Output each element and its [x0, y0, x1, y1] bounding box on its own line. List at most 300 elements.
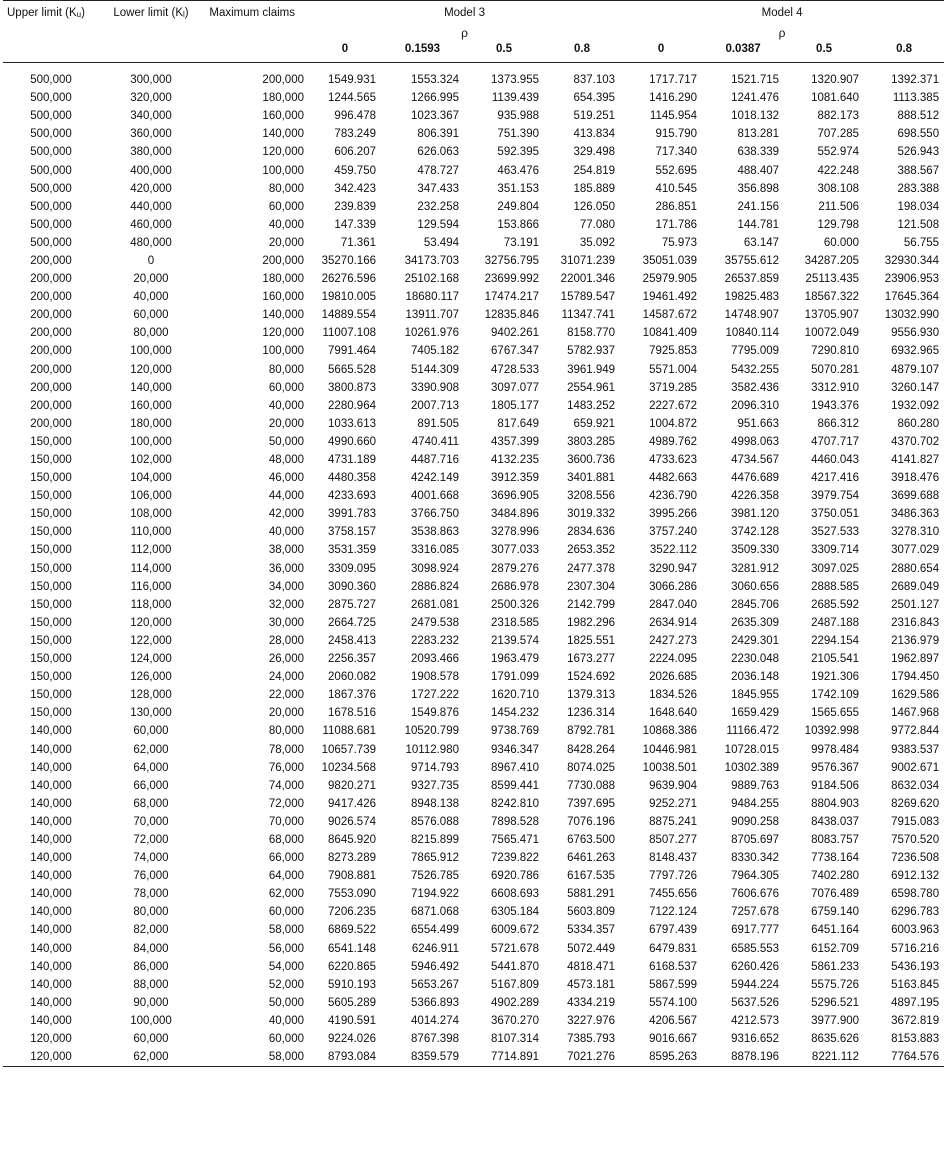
model4-rho1-cell: 3981.120 [731, 508, 780, 521]
model4-rho3-cell: 7570.520 [891, 833, 940, 846]
model4-rho0-cell: 8148.437 [649, 852, 698, 865]
model3-rho1-cell: 1023.367 [411, 110, 459, 123]
model3-rho2-cell: 6009.672 [491, 924, 539, 937]
model3-rho0-cell: 7908.881 [328, 870, 376, 883]
maximum-claims-cell: 40,000 [268, 218, 304, 231]
model4-rho3-cell: 198.034 [897, 200, 940, 213]
maximum-claims-header: Maximum claims [209, 7, 295, 19]
model3-rho1-cell: 9714.793 [411, 761, 459, 774]
model3-rho0-cell: 7206.235 [328, 906, 376, 919]
model3-rho0-cell: 11007.108 [322, 327, 376, 340]
model3-rho1-cell: 5653.267 [411, 978, 459, 991]
model3-rho2-cell: 3077.033 [491, 544, 539, 557]
model4-rho2-cell: 8221.112 [811, 1051, 860, 1064]
model4-rho3-cell: 8632.034 [891, 779, 940, 792]
model4-rho1-cell: 2429.301 [731, 634, 780, 647]
table-row [3, 831, 944, 849]
lower-limit-cell: 68,000 [133, 797, 169, 810]
model3-rho1-cell: 4014.274 [411, 1014, 459, 1027]
table-row [3, 487, 944, 505]
model4-rho2-cell: 1565.655 [811, 707, 860, 720]
maximum-claims-cell: 60,000 [268, 381, 304, 394]
model4-rho0-cell: 75.973 [661, 236, 698, 249]
upper-limit-cell: 500,000 [30, 146, 72, 159]
model3-rho2-cell: 1791.099 [491, 671, 539, 684]
model3-rho2-cell: 6305.184 [491, 906, 539, 919]
model4-rho1-cell: 2635.309 [731, 616, 780, 629]
model3-rho1-cell: 3390.908 [411, 381, 459, 394]
model4-rho3-cell: 4370.702 [891, 435, 940, 448]
model3-rho3-cell: 3961.949 [567, 363, 616, 376]
model4-rho2-cell: 211.506 [818, 200, 860, 213]
model4-rho2-cell: 6759.140 [811, 906, 860, 919]
model4-rho0-cell: 5574.100 [649, 996, 698, 1009]
table-row [3, 161, 944, 179]
upper-limit-cell: 140,000 [30, 725, 72, 738]
model3-rho1-cell: 6554.499 [411, 924, 459, 937]
table-row [3, 415, 944, 433]
upper-limit-cell: 140,000 [30, 1014, 72, 1027]
model3-rho2-cell: 6767.347 [491, 345, 539, 358]
upper-limit-cell: 150,000 [30, 490, 72, 503]
model3-rho1-cell: 53.494 [423, 236, 459, 249]
model4-rho2-cell: 129.798 [817, 218, 860, 231]
model3-rho1-cell: 1727.222 [411, 689, 459, 702]
upper-limit-cell: 500,000 [30, 182, 72, 195]
model3-rho3-cell: 1524.692 [567, 671, 616, 684]
table-row [3, 958, 944, 976]
model4-rho1-cell: 1521.715 [731, 74, 780, 87]
table-row [3, 89, 944, 107]
model3-rho3-cell: 1982.296 [567, 616, 616, 629]
model3-rho1-cell: 1266.995 [411, 92, 459, 105]
table-row [3, 252, 944, 270]
model4-rho3-cell: 3672.819 [891, 1014, 940, 1027]
model4-rho1-cell: 14748.907 [724, 309, 780, 322]
upper-limit-cell: 500,000 [30, 236, 72, 249]
lower-limit-cell: 90,000 [133, 996, 169, 1009]
model3-rho1-cell: 2886.824 [411, 580, 459, 593]
model3-rho0-cell: 5605.289 [328, 996, 376, 1009]
model3-rho3-cell: 8074.025 [567, 761, 616, 774]
model3-rho3-cell: 7076.196 [567, 815, 616, 828]
model4-rho3-cell: 1113.385 [892, 92, 940, 105]
model4-rho1-cell: 2845.706 [731, 598, 780, 611]
table-row [3, 324, 944, 342]
model3-rho3-cell: 3803.285 [567, 435, 616, 448]
table-row [3, 740, 944, 758]
lower-limit-cell: 480,000 [130, 236, 172, 249]
model3-rho1-cell: 7865.912 [411, 852, 459, 865]
lower-limit-cell: 60,000 [133, 725, 169, 738]
upper-limit-cell: 140,000 [30, 906, 72, 919]
upper-limit-cell: 120,000 [30, 1033, 72, 1046]
lower-limit-cell: 80,000 [133, 906, 169, 919]
upper-limit-cell: 140,000 [30, 779, 72, 792]
model3-rho0-cell: 8645.920 [328, 833, 376, 846]
maximum-claims-cell: 42,000 [268, 508, 304, 521]
model3-rho3-cell: 5881.291 [567, 888, 616, 901]
lower-limit-cell: 340,000 [130, 110, 172, 123]
lower-limit-cell: 66,000 [133, 779, 169, 792]
table-row [3, 63, 944, 90]
model3-rho1-cell: 4242.149 [411, 472, 459, 485]
lower-limit-cell: 112,000 [130, 544, 172, 557]
model4-rho3-cell: 6932.965 [891, 345, 940, 358]
upper-limit-cell: 140,000 [30, 924, 72, 937]
upper-limit-cell: 500,000 [30, 218, 72, 231]
model4-rho3-cell: 388.567 [897, 164, 940, 177]
model4-rho1-cell: 9889.763 [731, 779, 780, 792]
model4-rho1-cell: 2096.310 [731, 399, 780, 412]
table-row [3, 288, 944, 306]
model4-rho0-cell: 7797.726 [649, 870, 698, 883]
model3-rho3-cell: 2653.352 [567, 544, 616, 557]
table-row [3, 704, 944, 722]
model3-rho0-cell: 71.361 [340, 236, 376, 249]
table-row [3, 433, 944, 451]
model4-rho3-cell: 32930.344 [884, 254, 940, 267]
upper-limit-cell: 500,000 [30, 200, 72, 213]
model4-rho0-cell: 1834.526 [649, 689, 698, 702]
maximum-claims-cell: 50,000 [268, 996, 304, 1009]
model3-rho2-cell: 5167.809 [491, 978, 539, 991]
lower-limit-cell: 122,000 [130, 634, 172, 647]
model4-rho2-cell: 25113.435 [805, 273, 860, 286]
model3-rho2-cell: 4902.289 [491, 996, 539, 1009]
model3-rho3-cell: 3227.976 [567, 1014, 616, 1027]
model3-rho2-cell: 8967.410 [491, 761, 539, 774]
model3-rho1-cell: 8948.138 [411, 797, 459, 810]
model4-rho2-cell: 1921.306 [811, 671, 860, 684]
model4-rho1-cell: 7257.678 [731, 906, 780, 919]
upper-limit-cell: 150,000 [30, 526, 72, 539]
model4-rho1-cell: 7795.009 [731, 345, 780, 358]
model4-rho1-cell: 2036.148 [731, 671, 780, 684]
table-row [3, 994, 944, 1012]
table-row [3, 632, 944, 650]
maximum-claims-cell: 44,000 [268, 490, 304, 503]
model3-rho3-cell: 1673.277 [567, 653, 616, 666]
model3-rho2-cell: 2318.585 [491, 616, 539, 629]
lower-limit-cell: 82,000 [133, 924, 169, 937]
model4-rho2-cell: 1320.907 [811, 74, 860, 87]
maximum-claims-cell: 200,000 [262, 254, 304, 267]
model3-rho2-cell: 6920.786 [491, 870, 539, 883]
model4-rho3-cell: 698.550 [897, 128, 940, 141]
model4-rho2-cell: 1742.109 [811, 689, 860, 702]
table-row [3, 813, 944, 831]
model3-rho0-cell: 4233.693 [328, 490, 376, 503]
lower-limit-cell: 118,000 [130, 598, 172, 611]
model4-rho1-cell: 8330.342 [731, 852, 780, 865]
table-row [3, 143, 944, 161]
model3-rho2-cell: 9346.347 [491, 743, 539, 756]
lower-limit-cell: 360,000 [130, 128, 172, 141]
model4-rho2-cell: 7076.489 [811, 888, 860, 901]
model3-rho3-cell: 1483.252 [567, 399, 616, 412]
model3-rho3-cell: 6461.263 [567, 852, 616, 865]
model3-rho3-cell: 1236.314 [567, 707, 616, 720]
lower-limit-cell: 62,000 [133, 1051, 169, 1064]
model3-rho2-cell: 3696.905 [491, 490, 539, 503]
upper-limit-cell: 140,000 [30, 978, 72, 991]
table-row [3, 885, 944, 903]
model3-rho1-cell: 1553.324 [411, 74, 459, 87]
model3-rho1-cell: 10112.980 [405, 743, 459, 756]
model4-rho1-cell: 35755.612 [724, 254, 780, 267]
model4-rho1-cell: 5637.526 [731, 996, 780, 1009]
model3-rho-col: 0.1593 [381, 40, 464, 63]
model3-rho3-cell: 254.819 [573, 164, 616, 177]
model4-rho3-cell: 6598.780 [891, 888, 940, 901]
model3-rho2-cell: 2139.574 [491, 634, 539, 647]
model4-rho0-cell: 1416.290 [649, 92, 698, 105]
upper-limit-cell: 120,000 [30, 1051, 72, 1064]
upper-limit-cell: 150,000 [30, 454, 72, 467]
model3-rho2-cell: 7898.528 [491, 815, 539, 828]
model4-rho3-cell: 860.280 [897, 417, 940, 430]
model4-rho2-cell: 8083.757 [811, 833, 860, 846]
model3-rho2-cell: 592.395 [497, 146, 539, 159]
model4-rho0-cell: 6479.831 [649, 942, 698, 955]
table-row [3, 342, 944, 360]
model3-rho3-cell: 3600.736 [567, 454, 616, 467]
lower-limit-header: Lower limit (Kl) [113, 7, 189, 19]
model4-rho3-cell: 3077.029 [891, 544, 940, 557]
maximum-claims-cell: 40,000 [268, 399, 304, 412]
maximum-claims-cell: 160,000 [262, 291, 304, 304]
upper-limit-cell: 140,000 [30, 888, 72, 901]
model4-rho0-cell: 2847.040 [649, 598, 698, 611]
lower-limit-cell: 380,000 [130, 146, 172, 159]
model4-rho2-cell: 4707.717 [811, 435, 860, 448]
maximum-claims-cell: 20,000 [268, 707, 304, 720]
upper-limit-cell: 200,000 [30, 399, 72, 412]
model4-rho3-cell: 9556.930 [891, 327, 940, 340]
model3-rho0-cell: 147.339 [334, 218, 376, 231]
model4-rho3-cell: 56.755 [903, 236, 940, 249]
model4-rho2-cell: 2487.188 [811, 616, 860, 629]
model4-rho1-cell: 10728.015 [724, 743, 780, 756]
model4-rho1-cell: 8878.196 [731, 1051, 780, 1064]
model4-rho0-cell: 10446.981 [642, 743, 698, 756]
model4-rho0-cell: 2634.914 [649, 616, 698, 629]
model4-rho3-cell: 1932.092 [891, 399, 940, 412]
model3-rho3-cell: 8428.264 [567, 743, 616, 756]
model3-rho2-cell: 8599.441 [491, 779, 539, 792]
model3-rho3-cell: 22001.346 [560, 273, 616, 286]
upper-limit-cell: 500,000 [30, 92, 72, 105]
model3-rho3-cell: 2142.799 [567, 598, 616, 611]
maximum-claims-cell: 50,000 [268, 435, 304, 448]
model3-rho1-cell: 2479.538 [411, 616, 459, 629]
upper-limit-cell: 140,000 [30, 797, 72, 810]
model4-rho3-cell: 1392.371 [891, 74, 940, 87]
model3-rho0-cell: 6869.522 [328, 924, 376, 937]
model3-rho2-cell: 4728.533 [491, 363, 539, 376]
model4-rho1-cell: 9316.652 [731, 1033, 780, 1046]
model4-rho2-cell: 3977.900 [811, 1014, 860, 1027]
model3-rho2-cell: 463.476 [497, 164, 539, 177]
model4-rho2-cell: 10392.998 [804, 725, 860, 738]
model4-rho3-cell: 17645.364 [884, 291, 940, 304]
table-row [3, 722, 944, 740]
model3-rho3-cell: 2554.961 [567, 381, 616, 394]
model4-rho1-cell: 3509.330 [731, 544, 780, 557]
upper-limit-cell: 150,000 [30, 598, 72, 611]
lower-limit-cell: 124,000 [130, 653, 172, 666]
model3-rho0-cell: 9820.271 [328, 779, 376, 792]
model4-rho3-cell: 13032.990 [884, 309, 940, 322]
lower-limit-cell: 20,000 [133, 273, 169, 286]
model4-rho0-cell: 4989.762 [649, 435, 698, 448]
model3-rho2-cell: 1805.177 [491, 399, 539, 412]
model4-rho3-cell: 5163.845 [891, 978, 940, 991]
model3-rho2-cell: 8242.810 [491, 797, 539, 810]
model4-rho3-cell: 888.512 [897, 110, 940, 123]
model4-rho0-cell: 1648.640 [649, 707, 698, 720]
model4-rho2-cell: 4460.043 [811, 454, 860, 467]
upper-limit-cell: 500,000 [30, 128, 72, 141]
model3-rho2-cell: 1373.955 [491, 74, 539, 87]
model4-rho2-cell: 2105.541 [811, 653, 860, 666]
model4-rho0-cell: 3522.112 [649, 544, 698, 557]
model3-rho2-cell: 5441.870 [491, 960, 539, 973]
upper-limit-cell: 140,000 [30, 852, 72, 865]
model3-rho3-cell: 7385.793 [567, 1033, 616, 1046]
maximum-claims-cell: 68,000 [268, 833, 304, 846]
lower-limit-cell: 86,000 [133, 960, 169, 973]
model3-rho0-cell: 3531.359 [328, 544, 376, 557]
table-body [3, 63, 944, 1067]
model4-rho-col: 0.8 [864, 40, 944, 63]
maximum-claims-cell: 36,000 [268, 562, 304, 575]
model3-rho0-cell: 606.207 [334, 146, 376, 159]
model3-rho2-cell: 32756.795 [484, 254, 539, 267]
model4-rho3-cell: 8269.620 [891, 797, 940, 810]
model4-rho0-cell: 19461.492 [642, 291, 698, 304]
model4-rho1-cell: 241.156 [737, 200, 780, 213]
model3-rho1-cell: 6871.068 [411, 906, 459, 919]
model3-rho2-cell: 6608.693 [491, 888, 539, 901]
model3-rho0-cell: 14889.554 [321, 309, 376, 322]
table-row [3, 451, 944, 469]
model4-rho2-cell: 866.312 [817, 417, 860, 430]
upper-limit-cell: 500,000 [30, 110, 72, 123]
model4-rho2-cell: 3750.051 [811, 508, 860, 521]
maximum-claims-cell: 180,000 [262, 273, 304, 286]
model4-rho0-cell: 25979.905 [642, 273, 698, 286]
model3-rho2-cell: 3912.359 [491, 472, 539, 485]
model4-rho0-cell: 2026.685 [649, 671, 698, 684]
model4-rho0-cell: 1004.872 [649, 417, 698, 430]
model4-rho1-cell: 2230.048 [731, 653, 780, 666]
model4-rho0-cell: 4206.567 [649, 1014, 698, 1027]
table-row [3, 686, 944, 704]
table-row [3, 216, 944, 234]
model4-rho0-cell: 1717.717 [649, 74, 698, 87]
model3-rho2-cell: 249.804 [497, 200, 539, 213]
model4-rho0-cell: 5571.004 [649, 363, 698, 376]
model3-rho0-cell: 783.249 [334, 128, 376, 141]
model3-rho2-cell: 2879.276 [491, 562, 539, 575]
model3-rho3-cell: 519.251 [573, 110, 616, 123]
model3-rho1-cell: 2283.232 [411, 634, 459, 647]
model3-rho0-cell: 7553.090 [328, 888, 376, 901]
model4-rho0-cell: 4733.623 [649, 454, 698, 467]
model3-rho2-cell: 817.649 [497, 417, 539, 430]
model4-rho2-cell: 308.108 [817, 182, 860, 195]
table-row [3, 234, 944, 252]
table-row [3, 976, 944, 994]
model3-rho0-cell: 4731.189 [328, 454, 376, 467]
model3-rho0-cell: 10234.568 [321, 761, 376, 774]
model4-rho3-cell: 1467.968 [891, 707, 940, 720]
model4-rho1-cell: 6917.777 [731, 924, 780, 937]
model4-rho3-cell: 23906.953 [884, 273, 940, 286]
model4-rho2-cell: 8438.037 [811, 815, 860, 828]
model4-rho0-cell: 4482.663 [649, 472, 698, 485]
model3-rho0-cell: 4190.591 [328, 1014, 376, 1027]
maximum-claims-cell: 60,000 [268, 906, 304, 919]
lower-limit-cell: 76,000 [133, 870, 169, 883]
model4-rho0-cell: 552.695 [655, 164, 698, 177]
model3-rho3-cell: 5782.937 [567, 345, 616, 358]
model4-rho3-cell: 5436.193 [891, 960, 940, 973]
model3-rho0-cell: 8793.084 [328, 1051, 376, 1064]
model4-rho2-cell: 9978.484 [811, 743, 860, 756]
maximum-claims-cell: 38,000 [268, 544, 304, 557]
model4-rho2-cell: 7402.280 [811, 870, 860, 883]
table-row [3, 505, 944, 523]
table-row [3, 397, 944, 415]
upper-limit-cell: 200,000 [30, 273, 72, 286]
lower-limit-cell: 62,000 [133, 743, 169, 756]
lower-limit-cell: 102,000 [130, 454, 172, 467]
model4-rho2-cell: 9184.506 [811, 779, 860, 792]
lower-limit-cell: 128,000 [130, 689, 172, 702]
lower-limit-cell: 160,000 [130, 399, 172, 412]
model4-rho2-cell: 422.248 [817, 164, 860, 177]
model4-rho-label: ρ [778, 27, 786, 40]
model3-rho2-cell: 12835.846 [484, 309, 539, 322]
model3-rho1-cell: 1908.578 [411, 671, 459, 684]
model3-rho0-cell: 342.423 [334, 182, 376, 195]
model3-rho1-cell: 2681.081 [411, 598, 459, 611]
model3-rho1-cell: 478.727 [417, 164, 459, 177]
model3-rho2-cell: 4357.399 [491, 435, 539, 448]
table-row [3, 1030, 944, 1048]
lower-limit-cell: 420,000 [130, 182, 172, 195]
model3-rho3-cell: 77.080 [579, 218, 616, 231]
maximum-claims-cell: 78,000 [268, 743, 304, 756]
upper-limit-cell: 150,000 [30, 435, 72, 448]
upper-limit-cell: 140,000 [30, 833, 72, 846]
model4-rho0-cell: 2227.672 [649, 399, 698, 412]
model3-rho0-cell: 1867.376 [328, 689, 376, 702]
model3-rho2-cell: 1139.439 [491, 92, 539, 105]
maximum-claims-cell: 72,000 [268, 797, 304, 810]
model3-rho-col: 0 [309, 40, 381, 63]
model4-rho1-cell: 26537.859 [724, 273, 780, 286]
model4-rho2-cell: 10072.049 [804, 327, 860, 340]
model3-rho1-cell: 2093.466 [411, 653, 459, 666]
maximum-claims-cell: 52,000 [268, 978, 304, 991]
model4-rho0-cell: 717.340 [655, 146, 698, 159]
model3-rho3-cell: 1825.551 [567, 634, 616, 647]
model3-rho1-cell: 626.063 [417, 146, 459, 159]
